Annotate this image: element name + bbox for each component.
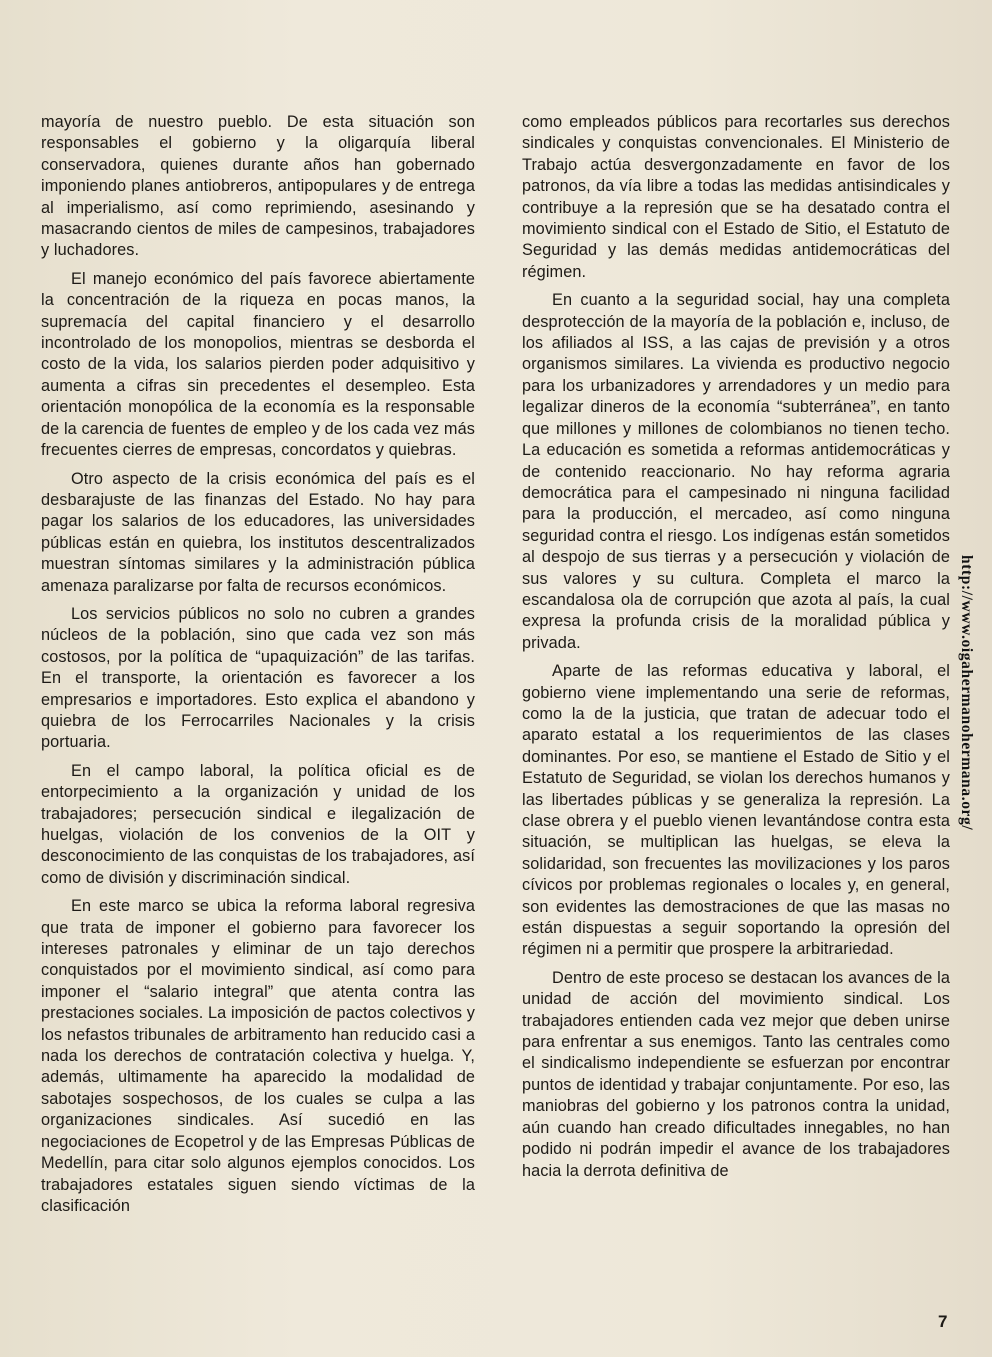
- left-paragraph-6: En este marco se ubica la reforma laboral regresiva que trata de imponer el gobierno para favorecer los intereses patronales y eliminar de un tajo derechos conquistados por el movimiento sindical, así como para imponer el “salario integral” que atenta contra las prestaciones sociales. La imposición de pactos colectivos y los nefastos tribunales de arbitramento han reducido casi a nada los derechos de contratación colectiva y huelga. Y, además, ultimamente ha aparecido la modalidad de sabotajes sospechosos, de los cuales se culpa a las organizaciones sindicales. Así sucedió en las negociaciones de Ecopetrol y de las Empresas Públicas de Medellín, para citar solo algunos ejemplos conocidos. Los trabajadores estatales siguen siendo víctimas de la clasificación: [41, 897, 475, 1215]
- right-column: [522, 112, 950, 1189]
- left-paragraph-4: Los servicios públicos no solo no cubren a grandes núcleos de la población, sino que cada vez son más costosos, por la política de “upaquización” de las tarifas. En el transporte, la orientación es favorecer a los empresarios e importadores. Esto explica el abandono y quiebra de los Ferrocarriles Nacionales y la crisis portuaria.: [41, 604, 475, 752]
- left-paragraph-2: El manejo económico del país favorece abiertamente la concentración de la riqueza en pocas manos, la supremacía del capital financiero y el desarrollo incontrolado de los monopolios, mientras se desborda el costo de la vida, los salarios pierden poder adquisitivo y aumenta a cifras sin precedentes el desempleo. Esta orientación monopólica de la economía es la responsable de la carencia de fuentes de empleo y de los cada vez más frecuentes cierres de empresas, concordatos y quiebras.: [41, 269, 475, 460]
- right-paragraph-4: Dentro de este proceso se destacan los avances de la unidad de acción del movimiento sindical. Los trabajadores entienden cada vez mejor que deben unirse para enfrentar a sus enemigos. Tanto las centrales como el sindicalismo independiente se esfuerzan por encontrar puntos de identidad y trabajar conjuntamente. Por eso, las maniobras del gobierno y los patronos contra la unidad, aún cuando han creado dificultades innegables, no han podido ni podrán impedir el avance de los trabajadores hacia la derrota definitiva de: [522, 968, 950, 1180]
- page-number: 7: [938, 1312, 948, 1331]
- left-paragraph-3: Otro aspecto de la crisis económica del país es el desbarajuste de las finanzas del Estado. No hay para pagar los salarios de los educadores, las universidades públicas están en quiebra, los institutos descentralizados muestran síntomas similares y la administración pública amenaza paralizarse por falta de recursos económicos.: [41, 469, 475, 595]
- left-column: [41, 112, 475, 1224]
- left-paragraph-1: mayoría de nuestro pueblo. De esta situación son responsables el gobierno y la oligarquía liberal conservadora, quienes durante años han gobernado imponiendo planes antiobreros, antipopulares y de entrega al imperialismo, así como reprimiendo, asesinando y masacrando cientos de miles de campesinos, trabajadores y luchadores.: [41, 113, 475, 260]
- side-url-watermark: http://www.oigahermanohermana.org/: [958, 555, 975, 831]
- left-paragraph-5: En el campo laboral, la política oficial es de entorpecimiento a la organización y unidad de los trabajadores; persecución sindical e ilegalización de huelgas, violación de los convenios de la OIT y desconocimiento de las conquistas de los trabajadores, así como de división y discriminación sindical.: [41, 761, 475, 887]
- right-paragraph-1: como empleados públicos para recortarles sus derechos sindicales y conquistas convencionales. El Ministerio de Trabajo actúa desvergonzadamente en favor de los patronos, da vía libre a todas las medidas antisindicales y contribuye a la represión que se ha desatado contra el movimiento sindical con el Estado de Sitio, el Estatuto de Seguridad y las demás medidas antidemocráticas del régimen.: [522, 113, 950, 281]
- right-paragraph-2: En cuanto a la seguridad social, hay una completa desprotección de la mayoría de la población e, incluso, de los afiliados al ISS, a las cajas de previsión y a otros organismos similares. La vivienda es productivo negocio para los urbanizadores y arrendadores y un medio para legalizar dineros de la economía “subterránea”, en tanto que millones y millones de colombianos no tienen techo. La educación es sometida a reformas antidemocráticas y de contenido reaccionario. No hay reforma agraria democrática para el campesinado ni ninguna facilidad para la producción, el mercadeo, así como ninguna seguridad contra el riesgo. Los indígenas están sometidos al despojo de sus tierras y a persecución y violación de sus valores y su cultura. Completa el marco la escandalosa ola de corrupción que azota al país, la cual expresa la profunda crisis de la moralidad pública y privada.: [522, 291, 950, 652]
- right-paragraph-3: Aparte de las reformas educativa y laboral, el gobierno viene implementando una serie de reformas, como la de la justicia, que tratan de adecuar todo el aparato estatal a los requerimientos de las clases dominantes. Por eso, se mantiene el Estado de Sitio y el Estatuto de Seguridad, se violan los derechos humanos y las libertades públicas y se generaliza la represión. La clase obrera y el pueblo vienen levantándose contra esta situación, se multiplican las huelgas, se eleva la solidaridad, son frecuentes las movilizaciones y los paros cívicos por problemas regionales o locales y, en general, son evidentes las demostraciones de que las masas no están dispuestas a seguir soportando la opresión del régimen ni a permitir que prospere la arbitrariedad.: [522, 662, 950, 959]
